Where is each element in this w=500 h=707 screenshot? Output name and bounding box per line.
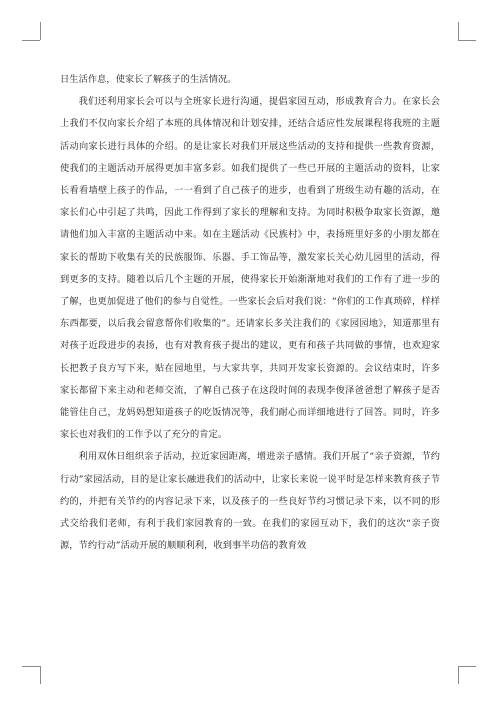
paragraph-parent-meeting: 我们还利用家长会可以与全班家长进行沟通，提倡家园互动，形成教育合力。在家长会上我们不仅向家长介绍了本班的具体情况和计划安排，还结合适应性发展课程将我班的主题活动向家长进行具体的介绍。的是让家长对我们开展这些活动的支持和提供一些教育资源，使我们的主题活动开展得更加丰富多彩。如我们提供了一些已开展的主题活动的资料，让家长看看墙壁上孩子的作品，一一看到了自己孩子的进步，也看到了班级生动有趣的活动，在家长们心中引起了共鸣，因此工作得到了家长的理解和支持。为同时积极争取家长资源，邀请他们加入丰富的主题活动中来。如在主题活动《民族村》中，表扬班里好多的小朋友都在家长的帮助下收集有关的民族服饰、乐器、手工饰品等，激发家长关心幼儿园里的活动，得到更多的支持。随着以后几个主题的开展，使得家长开始渐渐地对我们的工作有了进一步的了解，也更加促进了他们的参与自觉性。一些家长会后对我们说：“你们的工作真琐碎，样样东西都要，以后我会留意帮你们收集的”。还请家长多关注我们的《家园园地》，知道那里有对孩子近段进步的表扬，也有对教育孩子提出的建议，更有和孩子共同做的事情，也欢迎家长把教子良方写下来，贴在园地里，与大家共享，共同开发家长资源的。会议结束时，许多家长都留下来主动和老师交流，了解自己孩子在这段时间的表现李俊泽爸爸想了解孩子是否能管住自己，龙妈妈想知道孩子的吃饭情况等，我们耐心而详细地进行了回答。同时，许多家长也对我们的工作予以了充分的肯定。 [60,96,440,441]
document-body [60,69,440,557]
paragraph-continuation: 日生活作息，使家长了解孩子的生活情况。 [60,74,237,85]
crop-mark-bottom-right-h [458,666,476,667]
crop-mark-top-left-v [40,22,41,40]
crop-mark-top-right-v [458,22,459,40]
paragraph-parent-child-activity: 利用双休日组织亲子活动，拉近家园距离，增进亲子感情。我们开展了“亲子资源，节约行动”家园活动，目的是让家长融进我们的活动中，让家长来说一说平时是怎样来教育孩子节约的，并把有关节约的内容记录下来，以及孩子的一些良好节约习惯记录下来，以不同的形式交给我们老师，有利于我们家园教育的一致。在我们的家园互动下，我们的这次“亲子资源，节约行动”活动开展的顺顺利利，收到事半功倍的教育效 [60,451,440,552]
crop-mark-bottom-left-v [40,666,41,684]
crop-mark-bottom-right-v [458,666,459,684]
crop-mark-bottom-left-h [22,666,40,667]
crop-mark-top-left-h [22,40,40,41]
crop-mark-top-right-h [458,40,476,41]
